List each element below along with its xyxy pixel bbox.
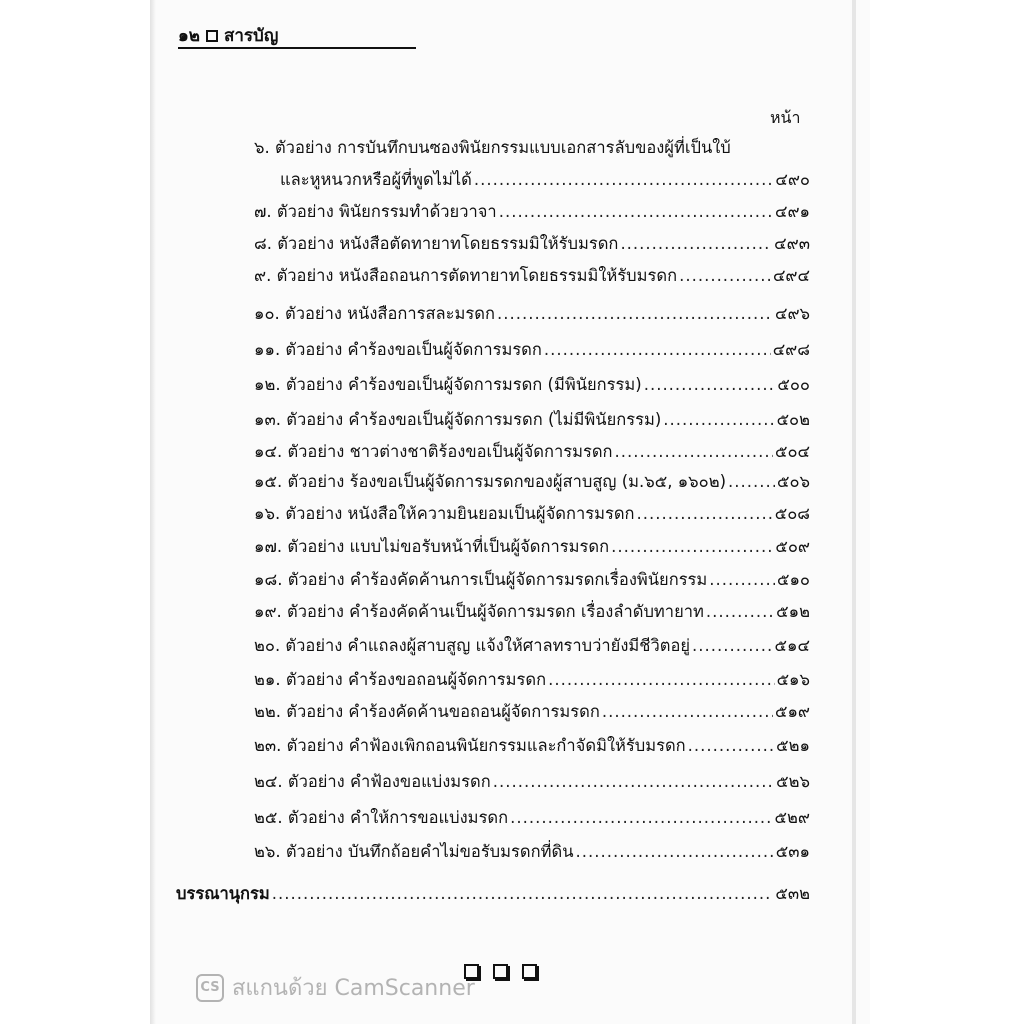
leader-dots <box>692 634 773 658</box>
leader-dots <box>615 440 773 464</box>
toc-entry <box>254 734 810 758</box>
leader-dots <box>679 264 771 288</box>
toc-entry <box>254 440 810 464</box>
toc-entry <box>254 470 810 494</box>
toc-entry <box>254 535 810 559</box>
toc-entry <box>254 136 810 192</box>
scanner-watermark <box>196 970 475 1005</box>
toc-entry-title: ๒๖. ตัวอย่าง บันทึกถ้อยคำไม่ขอรับมรดกที่ดิน <box>254 842 574 861</box>
toc-entry <box>254 700 810 724</box>
leader-dots <box>644 373 776 397</box>
toc-entry <box>254 373 810 397</box>
toc-entry-page: ๕๐๘ <box>774 504 810 523</box>
toc-entry <box>254 634 810 658</box>
toc-entry <box>254 600 810 624</box>
toc-entry-title: ๑๙. ตัวอย่าง คำร้องคัดค้านเป็นผู้จัดการมรดก เรื่องลำดับทายาท <box>254 602 704 621</box>
toc-entry-title: ๑๑. ตัวอย่าง คำร้องขอเป็นผู้จัดการมรดก <box>254 340 542 359</box>
toc-entry <box>254 668 810 692</box>
toc-entry-title: ๑๕. ตัวอย่าง ร้องขอเป็นผู้จัดการมรดกของผู้สาบสูญ (ม.๖๕, ๑๖๐๒) <box>254 472 727 491</box>
toc-entry-title: ๖. ตัวอย่าง การบันทึกบนซองพินัยกรรมแบบเอกสารลับของผู้ที่เป็นใบ้ <box>254 138 731 157</box>
running-head <box>178 22 416 49</box>
toc-entry-page: ๔๙๑ <box>774 202 810 221</box>
leader-dots <box>575 840 773 864</box>
toc-entry-title: ๘. ตัวอย่าง หนังสือตัดทายาทโดยธรรมมิให้รับมรดก <box>254 234 619 253</box>
page-gutter-shadow <box>150 0 156 1024</box>
toc-entry <box>254 840 810 864</box>
leader-dots <box>493 770 774 794</box>
page-column-label: หน้า <box>770 108 801 127</box>
square-ornament-icon <box>206 30 218 42</box>
leader-dots <box>688 734 774 758</box>
toc-entry-page: ๕๑๖ <box>776 670 810 689</box>
toc-entry <box>254 264 810 288</box>
toc-entry-page: ๕๒๙ <box>774 808 810 827</box>
toc-entry-page: ๔๙๘ <box>772 340 810 359</box>
toc-entry-title: ๑๘. ตัวอย่าง คำร้องคัดค้านการเป็นผู้จัดการมรดกเรื่องพินัยกรรม <box>254 570 708 589</box>
toc-entry-page: ๔๙๖ <box>774 304 810 323</box>
toc-entry <box>254 770 810 794</box>
leader-dots <box>499 200 773 224</box>
toc-entry-page: ๕๐๙ <box>775 537 810 556</box>
leader-dots <box>544 338 771 362</box>
toc-entry-page: ๕๐๖ <box>776 472 810 491</box>
toc-entry-title: ๙. ตัวอย่าง หนังสือถอนการตัดทายาทโดยธรรมมิให้รับมรดก <box>254 266 678 285</box>
toc-entry-title: ๒๔. ตัวอย่าง คำฟ้องขอแบ่งมรดก <box>254 772 491 791</box>
toc-entry-page: ๕๒๖ <box>776 772 810 791</box>
toc-entry-title: ๒๓. ตัวอย่าง คำฟ้องเพิกถอนพินัยกรรมและกำจัดมิให้รับมรดก <box>254 736 686 755</box>
leader-dots <box>497 302 773 326</box>
page-edge <box>852 0 856 1024</box>
toc-entry-title: ๑๖. ตัวอย่าง หนังสือให้ความยินยอมเป็นผู้จัดการมรดก <box>254 504 635 523</box>
toc-entry-page: ๔๙๓ <box>774 234 810 253</box>
camscanner-logo-icon: CS <box>196 974 224 1002</box>
toc-entry-page: ๕๓๑ <box>775 842 810 861</box>
leader-dots <box>611 535 773 559</box>
leader-dots <box>510 806 772 830</box>
toc-entry-title: ๗. ตัวอย่าง พินัยกรรมทำด้วยวาจา <box>254 202 497 221</box>
toc-entry-page: ๕๑๔ <box>774 636 810 655</box>
toc-entry <box>254 568 810 592</box>
header-page-number: ๑๒ <box>178 26 200 46</box>
toc-entry-title: ๑๐. ตัวอย่าง หนังสือการสละมรดก <box>254 304 495 323</box>
toc-entry <box>254 200 810 224</box>
toc-entry-title: ๒๕. ตัวอย่าง คำให้การขอแบ่งมรดก <box>254 808 509 827</box>
leader-dots <box>663 408 774 432</box>
toc-entry-page: ๕๑๒ <box>776 602 810 621</box>
toc-entry-page: ๔๙๔ <box>772 266 810 285</box>
toc-entry-page: ๔๙๐ <box>775 170 810 189</box>
toc-entry-title: ๑๗. ตัวอย่าง แบบไม่ขอรับหน้าที่เป็นผู้จัดการมรดก <box>254 537 610 556</box>
toc-entry-title: ๑๓. ตัวอย่าง คำร้องขอเป็นผู้จัดการมรดก (ไม่มีพินัยกรรม) <box>254 410 662 429</box>
leader-dots <box>602 700 773 724</box>
toc-entry-page: ๕๐๒ <box>776 410 810 429</box>
leader-dots <box>474 168 773 192</box>
header-rule <box>178 47 416 49</box>
toc-entry-page: ๕๒๑ <box>776 736 810 755</box>
watermark-text: สแกนด้วย CamScanner <box>232 976 475 1001</box>
toc-entry-title: ๑๔. ตัวอย่าง ชาวต่างชาติร้องขอเป็นผู้จัดการมรดก <box>254 442 613 461</box>
toc-entry-title-continued: และหูหนวกหรือผู้ที่พูดไม่ได้ <box>280 170 472 189</box>
leader-dots <box>709 568 775 592</box>
toc-entry-title: ๒๑. ตัวอย่าง คำร้องขอถอนผู้จัดการมรดก <box>254 670 547 689</box>
bibliography-page: ๕๓๒ <box>775 884 810 903</box>
leader-dots <box>637 502 773 526</box>
toc-entry-page: ๕๐๐ <box>777 375 810 394</box>
leader-dots <box>728 470 775 494</box>
toc-entry-title: ๒๐. ตัวอย่าง คำแถลงผู้สาบสูญ แจ้งให้ศาลทราบว่ายังมีชีวิตอยู่ <box>254 636 691 655</box>
leader-dots <box>620 232 772 256</box>
toc-entry-page: ๕๐๔ <box>774 442 810 461</box>
leader-dots <box>548 668 774 692</box>
toc-entry <box>254 302 810 326</box>
toc-entry <box>254 502 810 526</box>
toc-entry-title: ๒๒. ตัวอย่าง คำร้องคัดค้านขอถอนผู้จัดการมรดก <box>254 702 600 721</box>
bibliography-entry <box>176 882 810 906</box>
square-ornament-icon <box>493 964 508 979</box>
toc-entry-page: ๕๑๐ <box>776 570 810 589</box>
bibliography-title: บรรณานุกรม <box>176 884 270 903</box>
toc-entry <box>254 806 810 830</box>
leader-dots <box>706 600 774 624</box>
square-ornament-icon <box>522 964 537 979</box>
toc-entry <box>254 338 810 362</box>
toc-entry-title: ๑๒. ตัวอย่าง คำร้องขอเป็นผู้จัดการมรดก (มีพินัยกรรม) <box>254 375 642 394</box>
toc-entry <box>254 408 810 432</box>
leader-dots <box>272 882 774 906</box>
toc-entry <box>254 232 810 256</box>
toc-entry-page: ๕๑๙ <box>774 702 810 721</box>
header-section-title: สารบัญ <box>224 26 279 46</box>
